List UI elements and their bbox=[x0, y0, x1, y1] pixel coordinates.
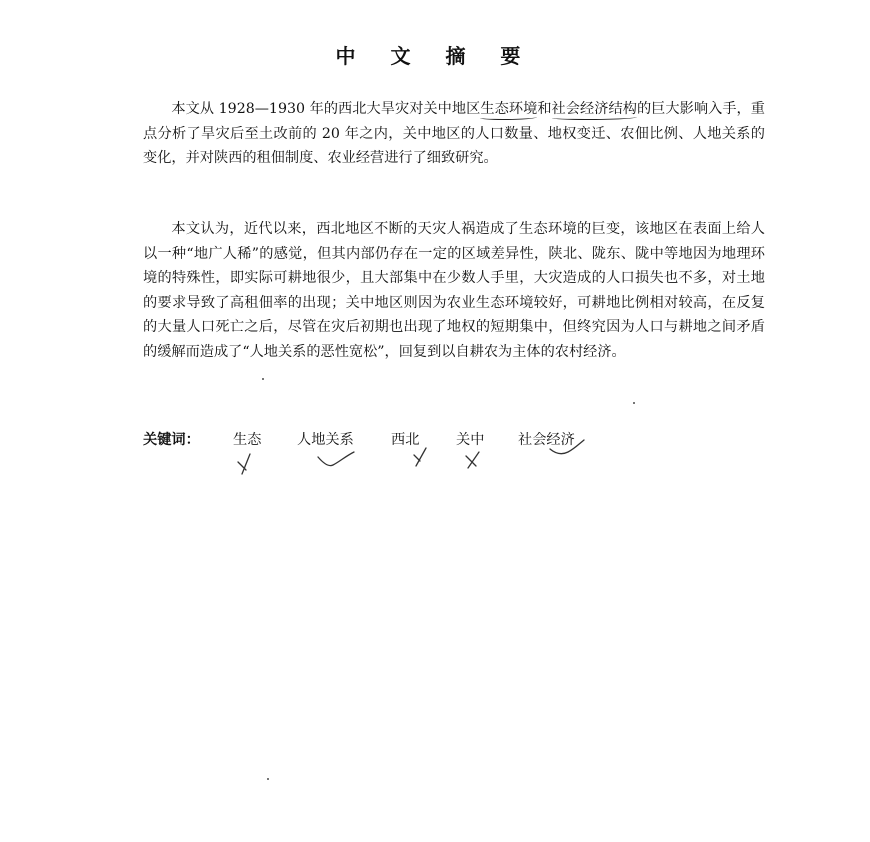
scan-speck bbox=[633, 402, 635, 404]
handwritten-mark-3 bbox=[414, 448, 426, 466]
paragraph-1-conjunction: 和 bbox=[537, 101, 552, 117]
scan-speck bbox=[262, 378, 264, 380]
paragraph-1-lead: 本文从 1928—1930 年的西北大旱灾对关中地区 bbox=[171, 101, 481, 117]
keyword-4: 关中 bbox=[456, 432, 485, 448]
underlined-term-socioeconomic: 社会经济结构 bbox=[551, 101, 637, 117]
handwritten-mark-2 bbox=[318, 452, 354, 466]
handwritten-mark-4 bbox=[466, 452, 479, 468]
abstract-paragraph-1 bbox=[143, 97, 765, 171]
keyword-2: 人地关系 bbox=[297, 432, 354, 448]
underlined-term-ecology: 生态环境 bbox=[480, 101, 538, 117]
handwritten-mark-1 bbox=[238, 454, 250, 474]
keywords-label: 关键词： bbox=[143, 432, 200, 448]
paragraph-1-rest: 的巨大影响入手，重点分析了旱灾后至土改前的 20 年之内，关中地区的人口数量、地权变迁、农佃比例、人地关系的变化，并对陕西的租佃制度、农业经营进行了细致研究。 bbox=[143, 101, 765, 166]
keyword-1: 生态 bbox=[233, 432, 262, 448]
page-title: 中 文 摘 要 bbox=[335, 44, 535, 68]
keyword-3: 西北 bbox=[391, 432, 420, 448]
scan-speck bbox=[267, 778, 269, 780]
keyword-5: 社会经济 bbox=[518, 432, 575, 448]
abstract-paragraph-2: 本文认为，近代以来，西北地区不断的天灾人祸造成了生态环境的巨变，该地区在表面上给人以一种“地广人稀”的感觉，但其内部仍存在一定的区域差异性，陕北、陇东、陇中等地因为地理环境的特殊性，即实际可耕地很少，且大部集中在少数人手里，大灾造成的人口损失也不多，对土地的要求导致了高租佃率的出现；关中地区则因为农业生态环境较好，可耕地比例相对较高，在反复的大量人口死亡之后，尽管在灾后初期也出现了地权的短期集中，但终究因为人口与耕地之间矛盾的缓解而造成了“人地关系的恶性宽松”，回复到以自耕农为主体的农村经济。 bbox=[143, 221, 765, 360]
